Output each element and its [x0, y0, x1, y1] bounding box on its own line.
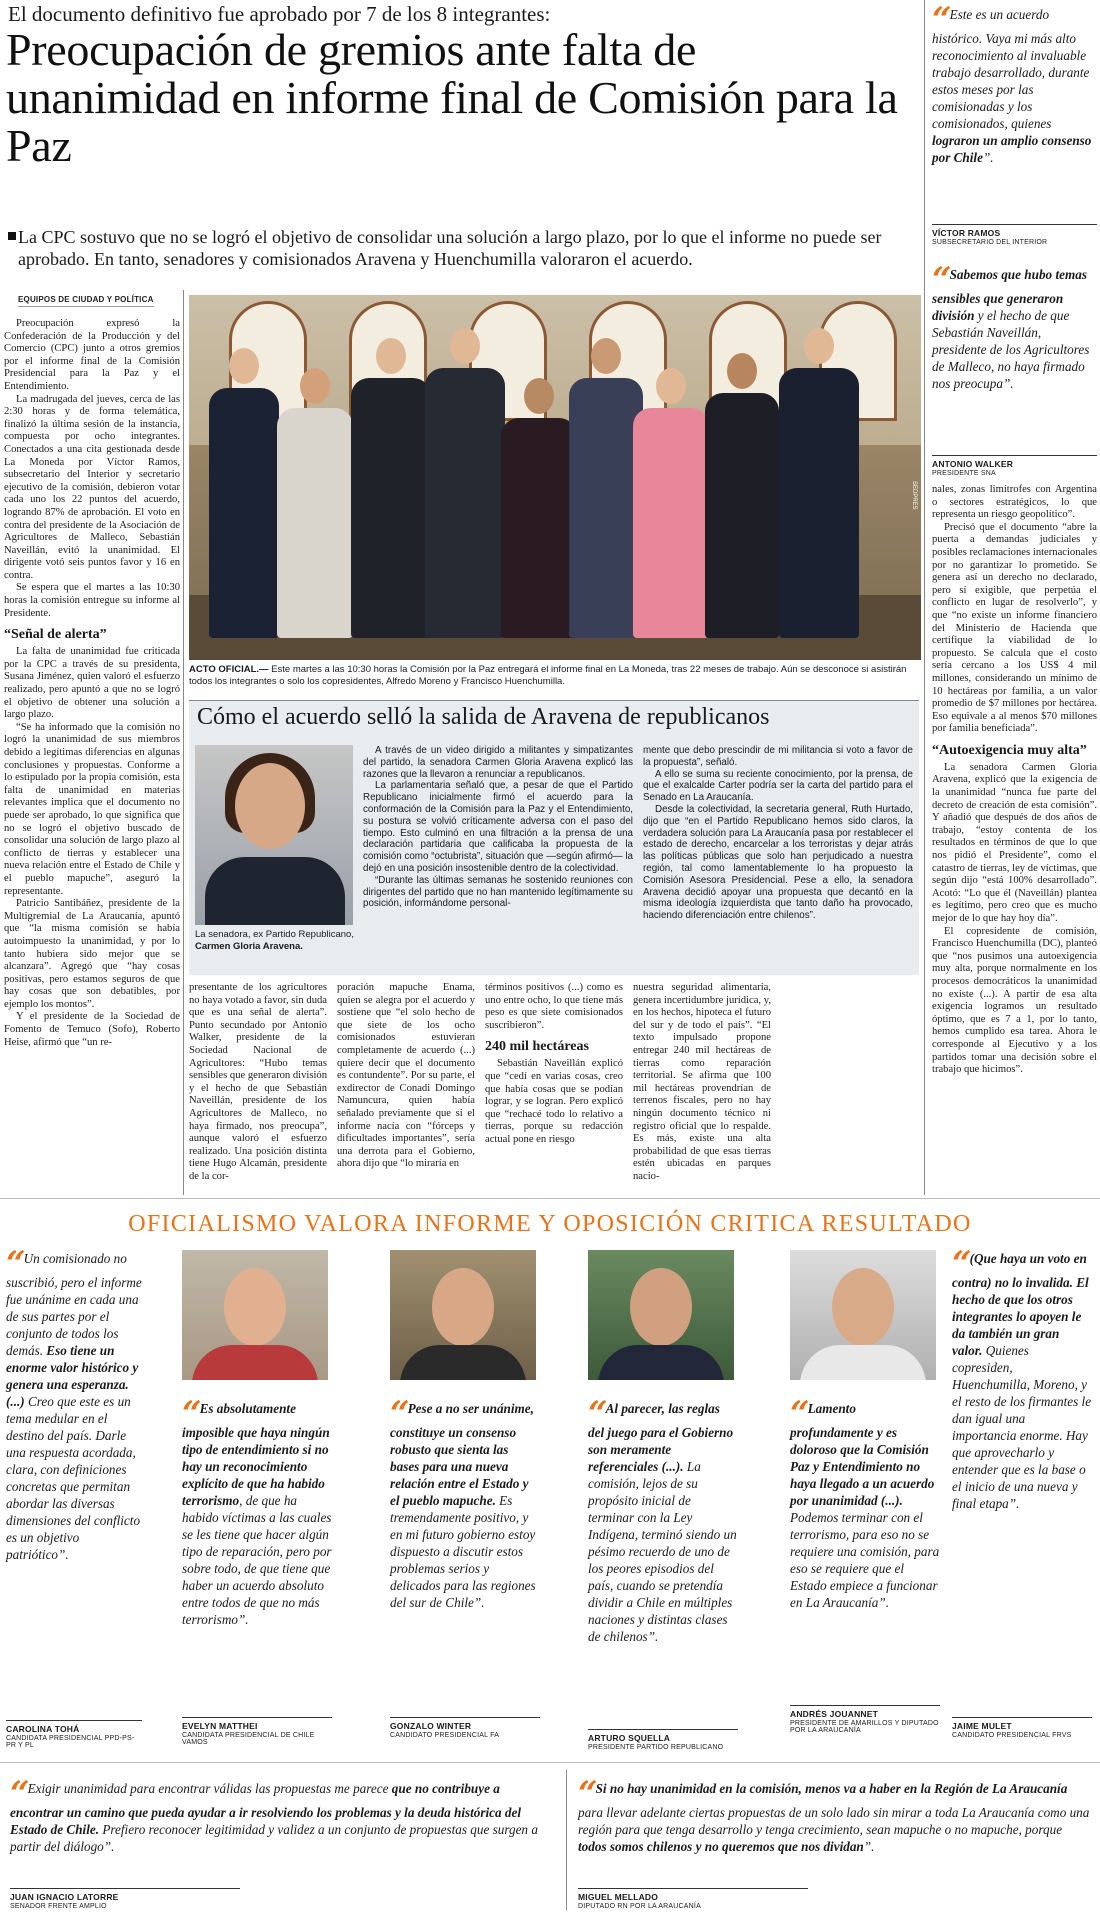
signature-rule: [10, 1888, 240, 1889]
article-column-4: [485, 982, 623, 1147]
quote-emphasis: que no contribuye a encontrar un camino que pueda ayudar a ir resolviendo los problemas y la deuda histórica del Estado de Chile.: [10, 1781, 522, 1837]
quote-end: ”.: [982, 150, 994, 165]
quote-emphasis: Lamento profundamente y es doloroso que la Comisión Paz y Entendimiento no haya llegado a un acuerdo por unanimidad (...).: [790, 1401, 935, 1508]
quote-icon: “: [6, 1244, 22, 1284]
quote-emphasis: Es absolutamente imposible que haya ningún tipo de entendimiento si no hay un reconocimiento explícito de que ha habido terrorismo: [182, 1401, 330, 1508]
subheading: 240 mil hectáreas: [485, 1039, 589, 1055]
section-divider: [0, 1762, 1100, 1763]
quote-text: Prefiero reconocer legitimidad y validez a un conjunto de propuestas que surgen a partir del diálogo: [10, 1822, 538, 1854]
portrait-photo: [182, 1250, 328, 1380]
quote-end: ”.: [58, 1547, 69, 1562]
paragraph: A través de un video dirigido a militantes y simpatizantes del partido, la senadora Carmen Gloria Aravena explicó las razones que la llevaron a renunciar a republicanos.: [363, 745, 633, 780]
section-banner: OFICIALISMO VALORA INFORME Y OPOSICIÓN CRITICA RESULTADO: [128, 1211, 972, 1237]
caption-text: La senadora, ex Partido Republicano,: [195, 929, 354, 940]
paragraph: Sebastián Naveillán explicó que “cedí en varias cosas, creo que había cosas que se podían lograr, y se logran. Pero explicó que “rechacé todo lo relativo a tierras, porque su redacción actual pone en riesgo: [485, 1058, 623, 1145]
quote-text: Exigir unanimidad para encontrar válidas las propuestas me parece: [27, 1781, 392, 1796]
quote-emphasis: Eso tiene un enorme valor histórico y genera una esperanza. (...): [6, 1343, 139, 1409]
paragraph: nuestra seguridad alimentaria, genera incertidumbre jurídica, y, en los hechos, hipoteca el futuro del sur y de todo el país”. “El texto impulsado propone entregar 240 mil hectáreas de tierras como reparación territorial. Se afirma que 100 mil hectáreas provendrían de terrenos fiscales, pero no hay ningún documento técnico ni registro oficial que lo respalde. Es más, existe una alta probabilidad de que esas tierras estén ubicadas en parques nacio-: [633, 982, 771, 1182]
signature-rule: [932, 455, 1097, 456]
quote-end: ”.: [647, 1629, 659, 1644]
person: [209, 348, 279, 638]
paragraph: El copresidente de comisión, Francisco Huenchumilla (DC), planteó que “nos pusimos una autoexigencia muy alta, porque normalmente en los procesos democráticos la unanimidad no existe (...). A partir de esa alta exigencia logramos un resultado óptimo, que es 7 a 1, por lo tanto, hemos cumplido esa tarea. Ahora le corresponde al Ejecutivo y a los partidos tomar una decisión sobre el trabajo que hicimos”.: [932, 925, 1097, 1076]
paragraph: Preocupación expresó la Confederación de la Producción y del Comercio (CPC) junto a otros gremios por el informe final de la Comisión Presidencial para la Paz y el Entendimiento.: [4, 318, 180, 392]
paragraph: Desde la colectividad, la secretaria general, Ruth Hurtado, dijo que “en el Partido Republicano hemos sido claros, la verdadera solución para La Araucanía pasa por restablecer el estado de derecho, encarcelar a los terroristas y dejar atrás las políticas públicas que solo han perjudicado a nuestra región, tal como lamentablemente lo ha propuesto la Comisión Asesora Presidencial. Pese a ello, la senadora Aravena decidió apoyar una propuesta que decantó en la misma ideología izquierdista que tanto daño ha provocado, haciendo diferenciación entre chilenos”.: [643, 803, 913, 922]
quote-emphasis: Al parecer, las reglas del juego para el Gobierno son meramente referenciales (...).: [588, 1401, 734, 1474]
photo-credit: SEDPRES: [911, 481, 917, 510]
paragraph: Patricio Santibáñez, presidente de la Multigremial de La Araucanía, apuntó que “la misma comisión se había autoimpuesto la unanimidad, y por lo tanto hubiera sido mejor que se alcanzara”. Agregó que “hay cosas positivas, pero estamos seguros de que hay cosas que son debatibles, por ejemplo los montos”.: [4, 898, 180, 1010]
paragraph: “Durante las últimas semanas he sostenido reuniones con dirigentes del partido que no han mantenido legítimamente su posición, informándome personal-: [363, 874, 633, 910]
opinion-quote: [578, 1774, 1093, 1855]
paragraph: presentante de los agricultores no haya votado a favor, sin duda que es una señal de alerta”. Punto secundado por Antonio Walker, presidente de la Sociedad Nacional de Agricultores: “Hubo temas sensibles que generaron división y el hecho de que Sebastián Naveillán, presidente de los Agricultores de Malleco, no haya firmado, nos preocupa”, aunque valoró el esfuerzo realizado. Una posición distinta tiene Hugo Alcamán, presidente de la cor-: [189, 982, 327, 1182]
quote-author-role: CANDIDATA PRESIDENCIAL DE CHILE VAMOS: [182, 1732, 315, 1746]
signature-rule: [578, 1888, 808, 1889]
quote-author-role: CANDIDATA PRESIDENCIAL PPD-PS-PR Y PL: [6, 1735, 135, 1749]
article-column-2: [189, 982, 327, 1184]
signature-rule: [588, 1729, 738, 1730]
quote-end: ”.: [103, 1839, 115, 1854]
quote-text: Creo que este es un tema medular en el destino del país. Darle una respuesta acordada, clara, con definiciones concretas que permitan abordar las diversas dimensiones del conflicto es un objetivo patriótico: [6, 1394, 141, 1562]
inset-box: [189, 700, 919, 975]
quote-text: para llevar adelante ciertas propuestas de un solo lado sin mirar a toda La Araucanía como una región para que tenga desarrollo y tenga crecimiento, sean mapuche o no mapuche, porque: [578, 1805, 1090, 1837]
quote-icon: “: [390, 1394, 406, 1434]
portrait-photo: [588, 1250, 734, 1380]
quote-author: ANDRÉS JOUANNET: [790, 1709, 879, 1719]
paragraph: “Se ha informado que la comisión no logró la unanimidad de sus miembros debido a legítimas diferencias en algunas conclusiones y propuestas. Conforme a lo estipulado por la propia comisión, esta falta de unanimidad en materias relevantes implica que el documento no puede ser aprobado, lo que significa que no se logró el objetivo buscado de consolidar una solución de largo plazo al conflicto de tierras y establecer una nueva relación entre el Estado de Chile y el pueblo mapuche”, aseguró la representante.: [4, 721, 180, 897]
sidebar-quote-1: [932, 0, 1097, 166]
quote-author: JAIME MULET: [952, 1721, 1012, 1731]
quote-emphasis: Sabemos que hubo temas sensibles que generaron división: [932, 267, 1087, 323]
inset-column-1: [363, 745, 633, 910]
opinion-quote: [182, 1394, 332, 1628]
signature-rule: [390, 1717, 540, 1718]
quote-emphasis: (Que haya un voto en contra) no lo invalida. El hecho de que los otros integrantes lo apoyen le da también un gran valor.: [952, 1251, 1089, 1358]
quote-author-role: PRESIDENTE DE AMARILLOS Y DIPUTADO POR LA ARAUCANÍA: [790, 1720, 939, 1734]
column-divider: [183, 290, 184, 1195]
opinion-quote: [588, 1394, 738, 1645]
paragraph: Y el presidente de la Sociedad de Fomento de Temuco (Sofo), Roberto Heise, afirmó que “un re-: [4, 1011, 180, 1048]
lead-bullet: [8, 232, 16, 240]
quote-author: JUAN IGNACIO LATORRE: [10, 1892, 119, 1902]
quote-text: , de que ha habido víctimas a las cuales se les tiene que hacer algún tipo de reparación, pero por sobre todo, de que tiene que haber un acuerdo absoluto entre todos de que no más terrorismo: [182, 1493, 332, 1627]
quote-icon: “: [790, 1394, 806, 1434]
caption-label: ACTO OFICIAL.—: [189, 664, 269, 675]
byline: EQUIPOS DE CIUDAD Y POLÍTICA: [18, 295, 154, 307]
signature-rule: [952, 1717, 1092, 1718]
quote-author-role: DIPUTADO RN POR LA ARAUCANÍA: [578, 1903, 701, 1910]
opinion-quote: [790, 1394, 940, 1611]
article-column-3: [337, 982, 475, 1171]
quote-icon: “: [182, 1394, 198, 1434]
subheading: “Señal de alerta”: [4, 627, 107, 643]
quote-author: VÍCTOR RAMOS: [932, 228, 1001, 238]
paragraph: mente que debo prescindir de mi militancia si voto a favor de la propuesta”, señaló.: [643, 745, 913, 768]
quote-text: y el hecho de que Sebastián Naveillán, presidente de los Agricultores de Malleco, no haya firmado nos preocupa: [932, 308, 1090, 391]
person: [425, 328, 505, 638]
lead-paragraph: La CPC sostuvo que no se logró el objetivo de consolidar una solución a largo plazo, por lo que el informe no puede ser aprobado. En tanto, senadores y comisionados Aravena y Huenchumilla valoraron el acuerdo.: [18, 227, 882, 269]
kicker: El documento definitivo fue aprobado por 7 de los 8 integrantes:: [8, 2, 551, 26]
person: [779, 328, 859, 638]
quote-author: ANTONIO WALKER: [932, 459, 1014, 469]
quote-emphasis: Pese a no ser unánime, constituye un consenso robusto que sienta las bases para una nueva relación entre el Estado y el pueblo mapuche.: [390, 1401, 534, 1508]
person: [277, 368, 353, 638]
quote-icon: “: [932, 260, 948, 300]
person: [633, 368, 709, 638]
opinion-quote: [390, 1394, 540, 1611]
sidebar-quote-2: [932, 260, 1097, 392]
section-divider: [0, 1198, 1100, 1199]
quote-emphasis: Si no hay unanimidad en la comisión, menos va a haber en la Región de La Araucanía: [595, 1781, 1068, 1796]
quote-author-role: CANDIDATO PRESIDENCIAL FRVS: [952, 1732, 1072, 1739]
quote-end: ”.: [1008, 1496, 1020, 1511]
quote-end: ”.: [473, 1595, 485, 1610]
person: [569, 338, 643, 638]
article-column-6: [932, 484, 1097, 1077]
quote-author-role: PRESIDENTE SNA: [932, 470, 996, 477]
article-column-5: [633, 982, 771, 1184]
opinion-quote: [952, 1244, 1092, 1512]
quote-author: CAROLINA TOHÁ: [6, 1724, 80, 1734]
quote-end: ”.: [863, 1839, 875, 1854]
paragraph: Precisó que el documento “abre la puerta a demandas judiciales y posibles reclamaciones internacionales por no garantizar lo prometido. Se genera así un derecho no declarado, pero sí exigible, que perpetúa el conflicto en lugar de resolverlo”, y que “no existe un informe financiero del Ministerio de Hacienda que certifique la viabilidad de lo propuesto. Se calcula que el costo sería cercano a los US$ 4 mil millones, considerando un mínimo de 10 hectáreas por familia, a un valor promedio de $7 millones por hectárea. Eso equivale a al menos $70 millones por familia beneficiada”.: [932, 521, 1097, 735]
quote-text: Un comisionado no suscribió, pero el informe fue unánime en cada una de sus partes por el conjunto de todos los demás.: [6, 1251, 142, 1358]
paragraph: La parlamentaria señaló que, a pesar de que el Partido Republicano inicialmente firmó el acuerdo para la conformación de la Comisión para la Paz y el Entendimiento, su postura se volvió críticamente adversa con el paso del tiempo. Esto culminó en una filtración a la prensa de una declaración partidaria que calificaba la propuesta de la comisión como “octubrista”, situación que —según afirmó— la dejó en una posición insostenible dentro de la colectividad.: [363, 780, 633, 874]
caption-text: Este martes a las 10:30 horas la Comisión por la Paz entregará el informe final en La Moneda, tras 22 meses de trabajo. Aún se desconoce si asistirán todos los integrantes o solo los copresidentes, Alfredo Moreno y Francisco Huenchumilla.: [189, 664, 907, 687]
signature-rule: [790, 1705, 940, 1706]
quote-text: Este es un acuerdo histórico. Vaya mi más alto reconocimiento al invaluable trabajo desarrollado, durante estos meses por las comisionadas y los comisionados, quienes: [932, 7, 1090, 131]
quote-text: Podemos terminar con el terrorismo, para eso no se requiere una comisión, para eso se requiere que el Estado empiece a funcionar en La Araucanía: [790, 1510, 940, 1610]
paragraph: La falta de unanimidad fue criticada por la CPC a través de su presidenta, Susana Jiménez, quien valoró el esfuerzo realizado, pero apuntó a que no se logró el objetivo de obtener una solución a largo plazo.: [4, 646, 180, 721]
portrait-photo: [390, 1250, 536, 1380]
paragraph: La senadora Carmen Gloria Aravena, explicó que la exigencia de la unanimidad “nunca fue parte del decreto de creación de esta comisión”. Y añadió que después de dos años de trabajo, “estoy contenta de los resultados en términos de que lo que nos pidió el Presidente”, como el catastro de tierras, ley de víctimas, que según dijo “está 100% desarrollado”. Acotó: “Lo que él (Naveillán) plantea es legítimo, pero creo que es mucho mejor de lo que hay hoy día”.: [932, 761, 1097, 924]
quote-author-role: SUBSECRETARIO DEL INTERIOR: [932, 239, 1048, 246]
portrait-photo: [195, 745, 353, 925]
article-column-1: [4, 318, 180, 1049]
quote-icon: “: [588, 1394, 604, 1434]
paragraph: La madrugada del jueves, cerca de las 2:30 horas y de forma telemática, finalizó la última sesión de la instancia, compuesta por ocho integrantes. Conectados a una cita gestionada desde La Moneda por Víctor Ramos, subsecretario del Interior y secretario ejecutivo de la comisión, debieron votar cada uno los 22 puntos del acuerdo, logrando 87% de aprobación. El voto en contra del presidente de la Asociación de Agricultores de Malleco, Sebastián Naveillán, evitó la unanimidad. El dirigente votó seis puntos favor y 16 en contra.: [4, 393, 180, 581]
person: [705, 353, 779, 638]
quote-text: Quienes copresiden, Huenchumilla, Moreno, y el resto de los firmantes le dan igual una importancia enorme. Hay que aprovecharlo y entender que es la base o el inicio de una nueva y final etapa: [952, 1343, 1092, 1511]
sidebar-divider: [924, 0, 925, 1195]
quote-author: ARTURO SQUELLA: [588, 1733, 671, 1743]
inset-column-2: [643, 745, 913, 922]
person: [351, 338, 431, 638]
column-divider: [566, 1770, 567, 1910]
group-photo: [189, 295, 921, 660]
quote-icon: “: [10, 1774, 26, 1814]
quote-icon: “: [578, 1774, 594, 1814]
paragraph: Se espera que el martes a las 10:30 horas la comisión entregue su informe al Presidente.: [4, 582, 180, 619]
quote-author: GONZALO WINTER: [390, 1721, 472, 1731]
inset-title: Cómo el acuerdo selló la salida de Aravena de republicanos: [197, 704, 770, 730]
paragraph: A ello se suma su reciente conocimiento, por la prensa, de que el exalcalde Carter podría ser la carta del partido para el Senado en La Araucanía.: [643, 768, 913, 804]
quote-author-role: CANDIDATO PRESIDENCIAL FA: [390, 1732, 500, 1739]
quote-end: ”.: [237, 1612, 249, 1627]
subheading: “Autoexigencia muy alta”: [932, 742, 1087, 758]
quote-end: ”.: [1002, 376, 1014, 391]
quote-author: MIGUEL MELLADO: [578, 1892, 659, 1902]
signature-rule: [6, 1720, 142, 1721]
portrait-caption: [195, 929, 355, 953]
quote-icon: “: [932, 0, 948, 40]
opinion-quote: [6, 1244, 142, 1563]
quote-author: EVELYN MATTHEI: [182, 1721, 258, 1731]
photo-caption: [189, 664, 921, 688]
quote-emphasis: lograron un amplio consenso por Chile: [932, 133, 1092, 165]
quote-author-role: PRESIDENTE PARTIDO REPUBLICANO: [588, 1744, 724, 1751]
paragraph: términos positivos (...) como es uno entre ocho, lo que tiene más peso es que siete comisionados suscribieron”.: [485, 982, 623, 1031]
person: [501, 378, 577, 638]
quote-emphasis: todos somos chilenos y no queremos que nos dividan: [578, 1839, 864, 1854]
caption-name: Carmen Gloria Aravena.: [195, 941, 303, 952]
quote-text: La comisión, lejos de su propósito inicial de terminar con la Ley Indígena, terminó siendo un pésimo recuerdo de uno de los peores episodios del país, cuando se pretendía dividir a Chile en múltiples naciones y distintas clases de chilenos: [588, 1459, 737, 1644]
headline: Preocupación de gremios ante falta de unanimidad en informe final de Comisión para la Paz: [6, 24, 898, 171]
quote-author-role: SENADOR FRENTE AMPLIO: [10, 1903, 107, 1910]
signature-rule: [932, 224, 1097, 225]
paragraph: nales, zonas limítrofes con Argentina o sectores estratégicos, lo que representa un riesgo geopolítico”.: [932, 484, 1097, 521]
opinion-quote: [10, 1774, 550, 1855]
signature-rule: [182, 1717, 332, 1718]
quote-icon: “: [952, 1244, 968, 1284]
quote-end: ”.: [878, 1595, 890, 1610]
portrait-photo: [790, 1250, 936, 1380]
paragraph: poración mapuche Enama, quien se alegra por el acuerdo y sostiene que “el solo hecho de que siete de los ocho comisionados estuvieran completamente de acuerdo (...) quiere decir que el documento es contundente”. Por su parte, el exdirector de Conadi Domingo Namuncura, quien había señalado previamente que si el informe nacía con “fórceps y dificultades importantes”, sería una derrota para el Gobierno, ahora dijo que “lo miraría en: [337, 982, 475, 1170]
quote-text: Es tremendamente positivo, y en mi futuro gobierno estoy dispuesto a discutir estos problemas serios y delicados para las regiones del sur de Chile: [390, 1493, 536, 1610]
